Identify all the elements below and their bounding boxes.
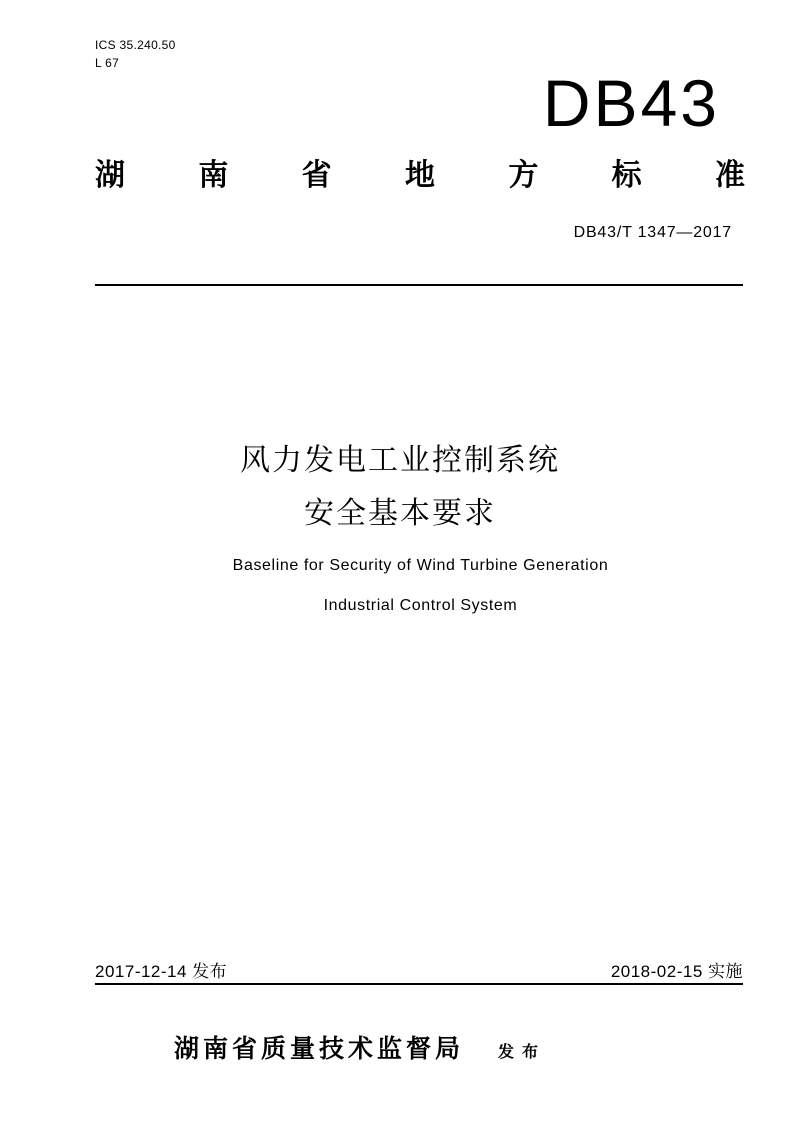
standard-type-char: 南 [198,158,229,193]
standard-type-char: 地 [404,158,435,193]
publish-date: 2017-12-14 发布 [95,962,228,981]
ics-code: ICS 35.240.50 [95,38,176,52]
standard-type-char: 准 [714,158,745,193]
standard-type-char: 标 [611,158,642,193]
issuer-action: 发布 [498,1042,547,1061]
issuer-name: 湖南省质量技术监督局 [174,1034,465,1063]
title-chinese-line-2: 安全基本要求 [304,496,496,531]
standard-type-char: 方 [508,158,539,193]
standard-type-title [95,150,745,194]
implement-date: 2018-02-15 实施 [610,962,743,981]
footer-divider [95,983,743,985]
header-divider [95,284,743,286]
standard-number: DB43/T 1347—2017 [573,224,732,241]
standard-type-char: 省 [301,158,332,193]
classification-code: L 67 [95,56,120,70]
issuer [174,1029,546,1065]
standard-type-char: 湖 [95,158,125,193]
classification-codes [95,36,176,72]
title-english-line-1: Baseline for Security of Wind Turbine Generation [232,557,609,574]
title-english-line-2: Industrial Control System [323,597,518,614]
title-chinese-line-1: 风力发电工业控制系统 [240,443,560,478]
db-code: DB43 [542,66,720,140]
